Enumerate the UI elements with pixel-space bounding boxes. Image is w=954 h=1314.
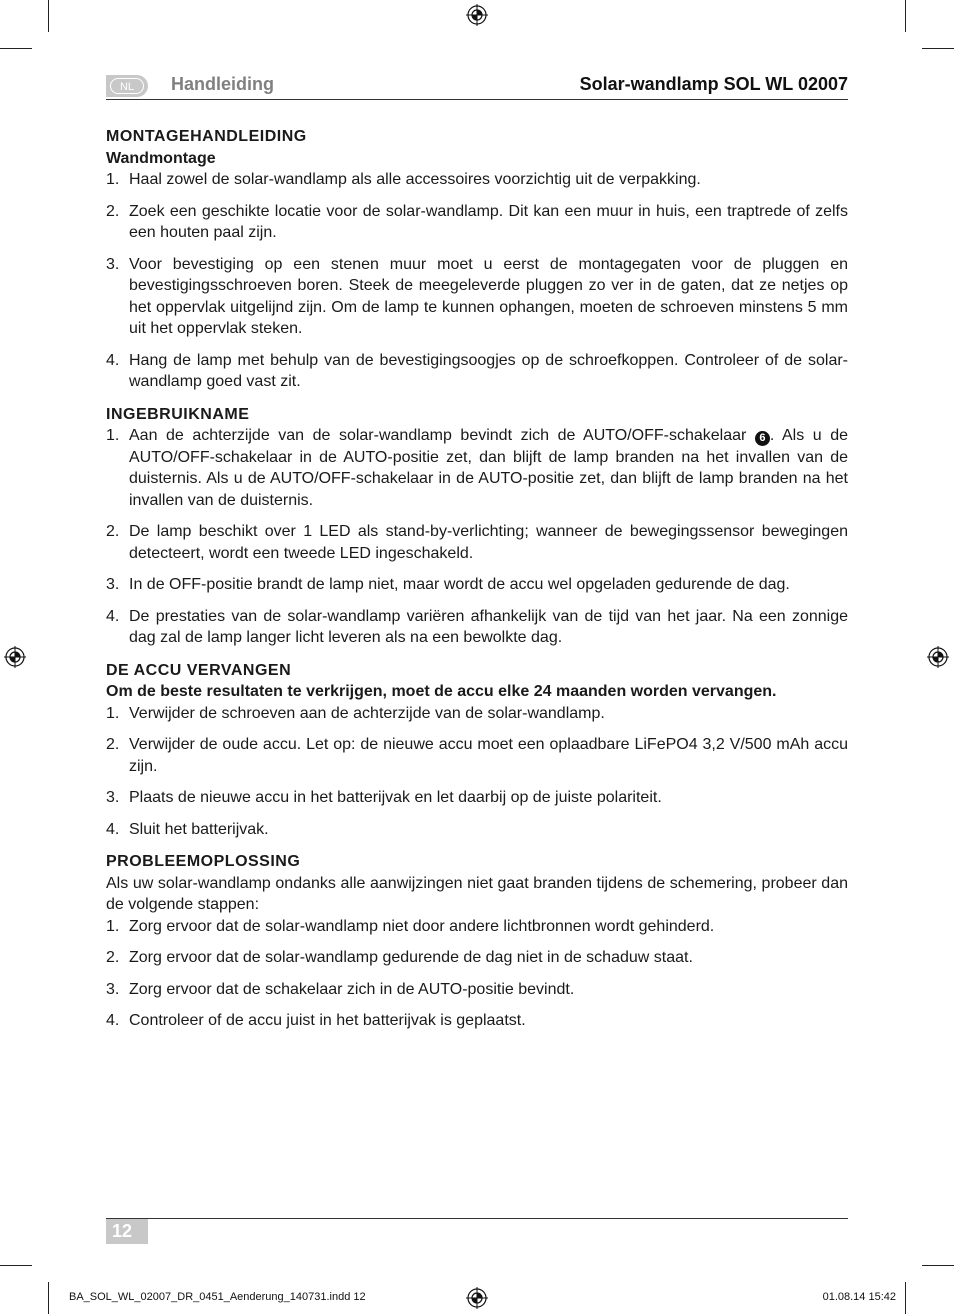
list-item [106,819,848,841]
list-text: Zorg ervoor dat de schakelaar zich in de AUTO-positie bevindt. [129,980,575,998]
list-text: Verwijder de oude accu. Let op: de nieuwe accu moet een oplaadbare LiFePO4 3,2 V/500 mAh accu zijn. [129,736,848,775]
list-number: 2. [106,523,120,540]
list-text-part: Aan de achterzijde van de solar-wandlamp bevindt zich de AUTO/OFF-schakelaar [129,427,755,444]
list-item [106,916,848,938]
list-number: 4. [106,820,120,838]
list-text: Zoek een geschikte locatie voor de solar-wandlamp. Dit kan een muur in huis, een traptrede of zelfs een houten paal zijn. [129,202,848,241]
crop-mark-icon [0,1265,32,1266]
header-section-title: Handleiding [171,74,274,94]
list-number: 3. [106,255,120,273]
manual-content [106,126,848,1043]
print-slug-date: 01.08.14 15:42 [822,1291,896,1303]
list-number: 2. [106,736,120,753]
crop-mark-icon [922,48,954,49]
list-item [106,254,848,340]
list-number: 4. [106,351,120,369]
list-number: 4. [106,607,120,625]
section-title: PROBLEEMOPLOSSING [106,853,301,870]
list-item [106,787,848,809]
list-item [106,169,848,191]
list-item [106,201,848,244]
crop-mark-icon [905,0,906,32]
list-item [106,703,848,725]
list-text: Voor bevestiging op een stenen muur moet u eerst de montagegaten voor de pluggen en bevestigingsschroeven boren. Steek de meegeleverde pluggen zo ver in de gaten, dat ze netjes op het oppervlak uitgelijnd zijn. Om de lamp te kunnen ophangen, moeten de schroeven minstens 5 mm uit het oppervlak steken. [129,255,848,337]
list-item [106,425,848,511]
registration-mark-icon [466,4,488,26]
list-number: 2. [106,202,120,220]
list-text: Zorg ervoor dat de solar-wandlamp niet door andere lichtbronnen wordt gehinderd. [129,917,715,935]
list-number: 1. [106,171,120,188]
registration-mark-icon [466,1287,488,1309]
list-item [106,1010,848,1032]
section-ingebruikname [106,404,848,649]
list-number: 4. [106,1012,120,1029]
list-item [106,606,848,649]
list-text: De prestaties van de solar-wandlamp variëren afhankelijk van de tijd van het jaar. Na een zonnige dag zal de lamp langer licht leveren als na een bewolkte dag. [129,607,848,646]
section-montagehandleiding [106,126,848,393]
section-subtitle: Om de beste resultaten te verkrijgen, moet de accu elke 24 maanden worden vervangen. [106,683,777,700]
header-divider [106,99,848,100]
step-list [106,425,848,649]
list-number: 3. [106,980,120,998]
list-text: Haal zowel de solar-wandlamp als alle accessoires voorzichtig uit de verpakking. [129,171,701,188]
step-list [106,703,848,841]
page-number: 12 [106,1219,148,1244]
registration-mark-icon [4,646,26,668]
list-text: Sluit het batterijvak. [129,820,269,838]
list-text: Zorg ervoor dat de solar-wandlamp gedurende de dag niet in de schaduw staat. [129,949,693,966]
crop-mark-icon [48,0,49,32]
list-item [106,521,848,564]
list-item [106,574,848,596]
section-probleemoplossing [106,851,848,1032]
crop-mark-icon [905,1282,906,1314]
print-slug-file: BA_SOL_WL_02007_DR_0451_Aenderung_140731.indd 12 [69,1291,366,1303]
list-item [106,734,848,777]
section-title: DE ACCU VERVANGEN [106,661,292,679]
list-number: 1. [106,427,120,444]
list-text: Controleer of de accu juist in het batterijvak is geplaatst. [129,1012,526,1029]
section-intro: Als uw solar-wandlamp ondanks alle aanwijzingen niet gaat branden tijdens de schemering, probeer dan de volgende stappen: [106,874,848,913]
list-item [106,350,848,393]
crop-mark-icon [48,1282,49,1314]
list-text: Verwijder de schroeven aan de achterzijde van de solar-wandlamp. [129,704,605,722]
list-item [106,979,848,1001]
header-product-title: Solar-wandlamp SOL WL 02007 [579,74,848,94]
crop-mark-icon [0,48,32,49]
list-text-part: . Als u de AUTO/OFF-schakelaar in de AUTO-positie zet, dan blijft de lamp branden na het invallen van de duisternis. Als u de AUTO/OFF-schakelaar in de AUTO-positie zet, dan blijft de lamp branden na het invallen van de duisternis. [129,427,848,509]
list-number: 3. [106,576,120,593]
list-text [129,425,848,511]
list-number: 3. [106,789,120,806]
footer-divider [106,1218,848,1219]
section-title: MONTAGEHANDLEIDING [106,128,307,145]
list-text: De lamp beschikt over 1 LED als stand-by-verlichting; wanneer de bewegingssensor bewegingen detecteert, wordt een tweede LED ingeschakeld. [129,523,848,562]
list-text: Hang de lamp met behulp van de bevestigingsoogjes op de schroefkoppen. Controleer of de solar-wandlamp goed vast zit. [129,351,848,390]
crop-mark-icon [922,1265,954,1266]
list-item [106,947,848,969]
registration-mark-icon [927,646,949,668]
list-number: 1. [106,704,120,722]
language-badge [106,75,148,97]
section-accu-vervangen [106,660,848,841]
section-title: INGEBRUIKNAME [106,405,250,423]
list-text: In de OFF-positie brandt de lamp niet, maar wordt de accu wel opgeladen gedurende de dag. [129,576,790,593]
section-subtitle: Wandmontage [106,149,216,167]
part-number-marker: 6 [755,431,770,446]
step-list [106,916,848,1032]
step-list [106,169,848,393]
list-text: Plaats de nieuwe accu in het batterijvak en let daarbij op de juiste polariteit. [129,789,662,806]
list-number: 2. [106,949,120,966]
list-number: 1. [106,917,120,935]
language-badge-label: NL [110,78,144,94]
